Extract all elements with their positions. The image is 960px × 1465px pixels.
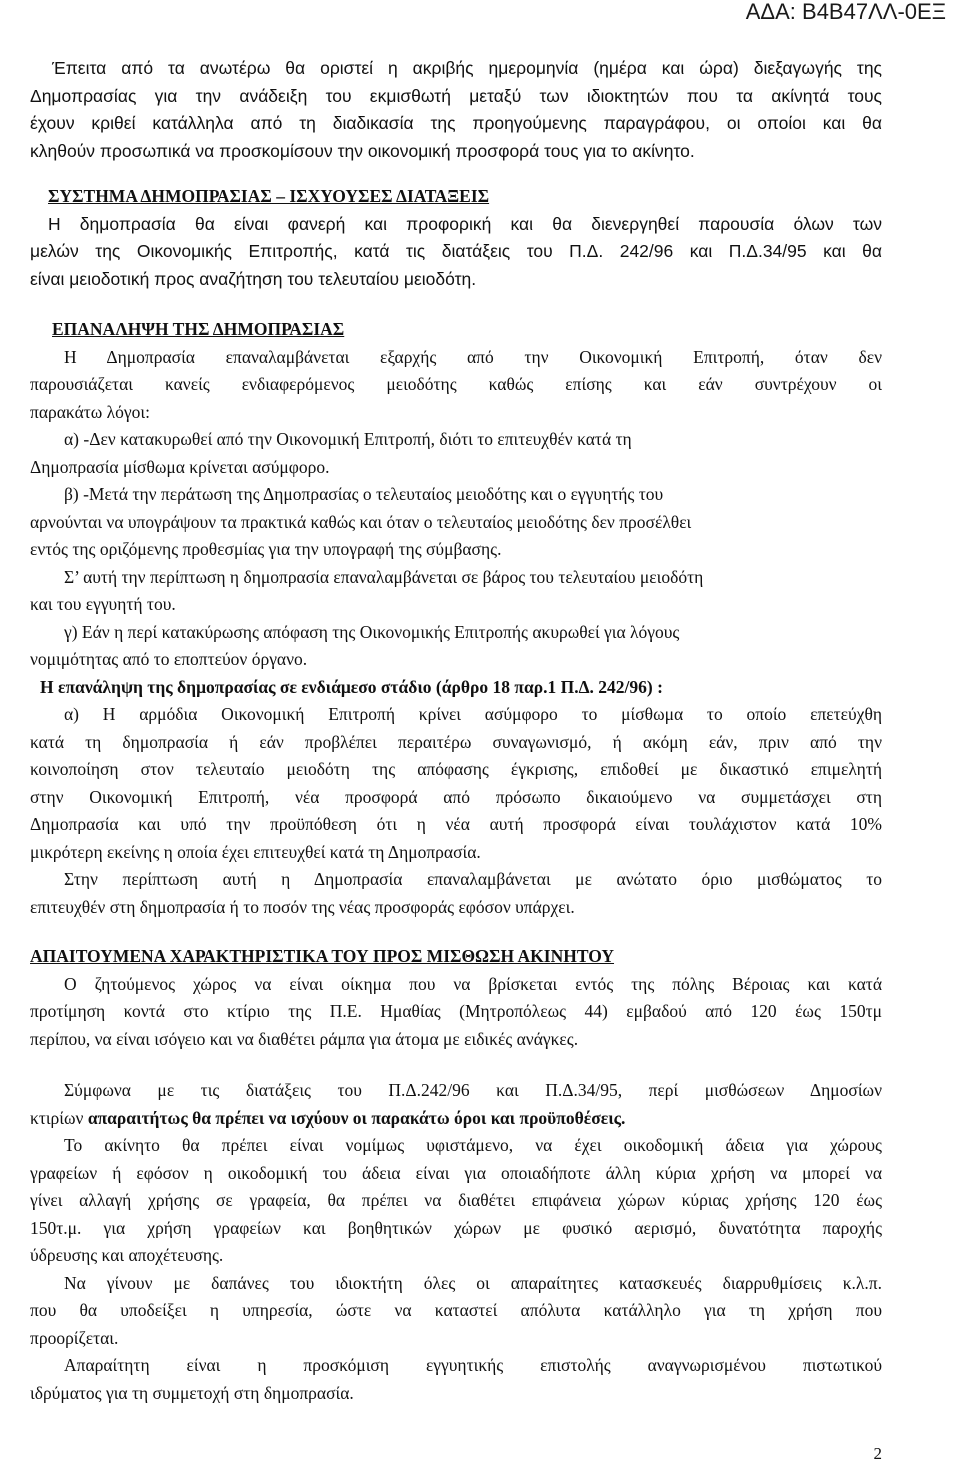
text-line: επιτευχθέν στη δημοπρασία ή το ποσόν της νέας προσφοράς εφόσον υπάρχει. <box>30 896 575 917</box>
text-line: ιδρύματος για τη συμμετοχή στη δημοπρασία. <box>30 1382 354 1403</box>
text-line: περίπου, να είναι ισόγειο και να διαθέτει ράμπα για άτομα με ειδικές ανάγκες. <box>30 1028 579 1049</box>
text-line: ύδρευσης και αποχέτευσης. <box>30 1245 224 1265</box>
text-line: γραφείων ή εφόσον η οικοδομική του άδεια είναι για οποιαδήποτε άλλη κύρια χρήση να μπορεί να <box>30 1162 882 1183</box>
section-heading: ΑΠΑΙΤΟΥΜΕΝΑ ΧΑΡΑΚΤΗΡΙΣΤΙΚΑ ΤΟΥ ΠΡΟΣ ΜΙΣΘΩΣΗ ΑΚΙΝΗΤΟΥ <box>30 946 615 966</box>
text-line: κοινοποίηση στον τελευταίο μειοδότη της απόφασης έγκρισης, επιδοθεί με δικαστικό επιμελητή <box>30 759 882 779</box>
text-line: μελών της Οικονομικής Επιτροπής, κατά τις διατάξεις του Π.Δ. 242/96 και Π.Δ.34/95 και θα <box>30 241 882 261</box>
text-line: Στην περίπτωση αυτή η Δημοπρασία επαναλαμβάνεται με ανώτατο όριο μισθώματος το <box>64 869 882 889</box>
text-line: που θα υποδείξει η υπηρεσία, ώστε να καταστεί απόλυτα κατάλληλο για τη χρήση που <box>30 1300 882 1320</box>
text-line: νομιμότητας από το εποπτεύον όργανο. <box>30 649 308 669</box>
text-fragment: κτιρίων <box>30 1107 88 1128</box>
text-line: είναι μειοδοτική προς αναζήτηση του τελευταίου μειοδότη. <box>30 268 477 289</box>
text-line: έχουν κριθεί κατάλληλα από τη διαδικασία της προηγούμενης παραγράφου, οι οποίοι και θα <box>30 113 882 133</box>
text-line: 150τ.μ. για χρήση γραφείων και βοηθητικών χώρων με φυσικό αερισμό, δυνατότητα παροχής <box>30 1217 882 1238</box>
text-line: παρουσιάζεται κανείς ενδιαφερόμενος μειοδότης καθώς επίσης και εάν συντρέχουν οι <box>30 374 882 394</box>
auction-system-section <box>30 183 882 293</box>
text-line: παρακάτω λόγοι: <box>30 401 150 422</box>
emphasis-text: απαραιτήτως θα πρέπει να ισχύουν οι παρακάτω όροι και προϋποθέσεις. <box>87 1107 626 1128</box>
text-line: β) -Μετά την περάτωση της Δημοπρασίας ο τελευταίος μειοδότης και ο εγγυητής του <box>64 484 664 504</box>
text-line: γίνει αλλαγή χρήσης σε γραφεία, θα πρέπει να διαθέτει επιφάνεια χώρων κύριας χρήσης 120 έως <box>30 1190 882 1210</box>
text-line: Το ακίνητο θα πρέπει είναι νομίμως υφιστάμενο, να έχει οικοδομική άδεια για χώρους <box>64 1135 882 1155</box>
text-line: γ) Εάν η περί κατακύρωσης απόφαση της Οικονομικής Επιτροπής ακυρωθεί για λόγους <box>64 621 680 642</box>
text-line: Σ’ αυτή την περίπτωση η δημοπρασία επαναλαμβάνεται σε βάρος του τελευταίου μειοδότη <box>64 566 704 587</box>
text-line: μικρότερη εκείνης η οποία έχει επιτευχθεί κατά τη Δημοπρασία. <box>30 841 481 862</box>
text-line: Η δημοπρασία θα είναι φανερή και προφορική και θα διενεργηθεί παρουσία όλων των <box>48 213 882 234</box>
requirements-conditions <box>30 1077 882 1407</box>
text-line: Ο ζητούμενος χώρος να είναι οίκημα που να βρίσκεται εντός της πόλης Βέροιας και κατά <box>64 973 882 994</box>
text-line: κατά τη δημοπρασία ή εάν προβλέπει περαιτέρω συναγωνισμό, ή ακόμη εάν, πριν από την <box>30 731 882 752</box>
text-line: Έπειτα από τα ανωτέρω θα οριστεί η ακριβής ημερομηνία (ημέρα και ώρα) διεξαγωγής της <box>52 58 882 78</box>
text-line: κληθούν προσωπικά να προσκομίσουν την οικονομική προσφορά τους για το ακίνητο. <box>30 140 695 161</box>
text-line: προορίζεται. <box>30 1327 119 1348</box>
text-line: στην Οικονομική Επιτροπή, νέα προσφορά από πρόσωπο δικαιούμενο να συμμετάσχει στη <box>30 786 882 807</box>
text-line: Δημοπρασία και υπό την προϋπόθεση ότι η νέα αυτή προσφορά είναι τουλάχιστον κατά 10% <box>30 814 882 834</box>
intro-paragraph <box>30 55 882 165</box>
text-line: Να γίνουν με δαπάνες του ιδιοκτήτη όλες οι απαραίτητες κατασκευές διαρρυθμίσεις κ.λ.π. <box>64 1272 882 1293</box>
text-line: Δημοπρασία μίσθωμα κρίνεται ασύμφορο. <box>30 456 330 477</box>
text-line: και του εγγυητή του. <box>30 594 176 614</box>
document-id: ΑΔΑ: Β4Β47ΛΛ-0ΕΞ <box>745 0 946 24</box>
text-line: εντός της οριζόμενης προθεσμίας για την υπογραφή της σύμβασης. <box>30 539 502 559</box>
text-line: αρνούνται να υπογράψουν τα πρακτικά καθώς και όταν ο τελευταίος μειοδότης δεν προσέλθει <box>30 511 692 532</box>
section-heading: ΕΠΑΝΑΛΗΨΗ ΤΗΣ ΔΗΜΟΠΡΑΣΙΑΣ <box>52 319 345 339</box>
text-line: Απαραίτητη είναι η προσκόμιση εγγυητικής επιστολής αναγνωρισμένου πιστωτικού <box>64 1355 882 1375</box>
auction-repeat-section <box>30 316 882 921</box>
section-heading: ΣΥΣΤΗΜΑ ΔΗΜΟΠΡΑΣΙΑΣ – ΙΣΧΥΟΥΣΕΣ ΔΙΑΤΑΞΕΙΣ <box>48 186 490 206</box>
text-line: Η Δημοπρασία επαναλαμβάνεται εξαρχής από την Οικονομική Επιτροπή, όταν δεν <box>64 346 882 367</box>
text-line: Δημοπρασίας για την ανάδειξη του εκμισθωτή μεταξύ των ιδιοκτητών που τα ακίνητά τους <box>30 85 882 106</box>
text-line: προτίμηση κοντά στο κτίριο της Π.Ε. Ημαθίας (Μητροπόλεως 44) εμβαδού από 120 έως 150τμ <box>30 1001 882 1021</box>
requirements-section <box>30 943 882 1053</box>
text-line: Σύμφωνα με τις διατάξεις του Π.Δ.242/96 και Π.Δ.34/95, περί μισθώσεων Δημοσίων <box>64 1080 882 1100</box>
text-line <box>30 1105 882 1133</box>
text-line: α) -Δεν κατακυρωθεί από την Οικονομική Επιτροπή, διότι το επιτευχθέν κατά τη <box>64 429 632 449</box>
text-line: α) Η αρμόδια Οικονομική Επιτροπή κρίνει ασύμφορο το μίσθωμα το οποίο επετεύχθη <box>64 704 882 724</box>
page-number: 2 <box>873 1444 882 1463</box>
subsection-heading: Η επανάληψη της δημοπρασίας σε ενδιάμεσο στάδιο (άρθρο 18 παρ.1 Π.Δ. 242/96) : <box>40 676 663 697</box>
